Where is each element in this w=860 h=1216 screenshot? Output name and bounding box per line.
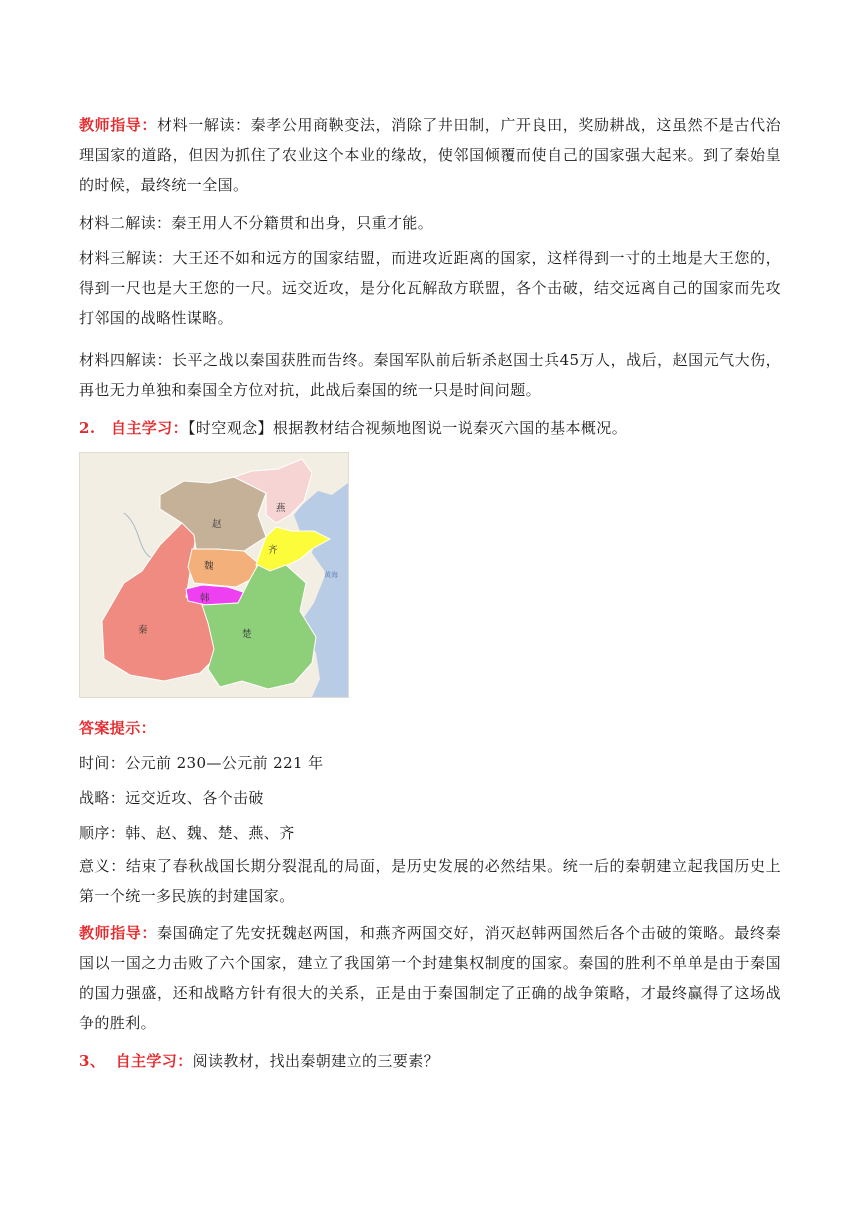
han-region [186, 585, 246, 605]
question-2 [79, 413, 781, 443]
self-study-label: 自主学习： [115, 1052, 193, 1070]
map-label-han: 韩 [200, 593, 210, 604]
map-label-sea: 黄海 [324, 571, 338, 579]
wei-region [188, 549, 258, 587]
question-number: 2. [79, 419, 96, 437]
question-3 [79, 1046, 781, 1076]
answer-strategy: 战略：远交近攻、各个击破 [79, 789, 264, 807]
answer-title-text: 答案提示： [79, 719, 157, 737]
material-4-reading: 材料四解读：长平之战以秦国获胜而告终。秦国军队前后斩杀赵国士兵45万人，战后，赵国元气大伤，再也无力单独和秦国全方位对抗，此战后秦国的统一只是时间问题。 [79, 351, 781, 399]
material-2-reading: 材料二解读：秦王用人不分籍贯和出身，只重才能。 [79, 214, 434, 232]
map-label-wei: 魏 [204, 561, 214, 572]
question-number: 3、 [79, 1052, 106, 1070]
teacher-guide-label: 教师指导： [79, 116, 158, 134]
teacher-guide-strategy [79, 918, 781, 1038]
answer-time: 时间：公元前 230—公元前 221 年 [79, 754, 324, 772]
map-label-chu: 楚 [242, 629, 252, 640]
answer-order: 顺序：韩、赵、魏、楚、燕、齐 [79, 824, 295, 842]
teacher-guide-material-1 [79, 110, 781, 200]
teacher-guide-label: 教师指导： [79, 924, 158, 942]
map-label-zhao: 赵 [212, 519, 222, 530]
paragraph-text: 秦国确定了先安抚魏赵两国，和燕齐两国交好，消灭赵韩两国然后各个击破的策略。最终秦国以一国之力击败了六个国家，建立了我国第一个封建集权制度的国家。秦国的胜利不单单是由于秦国的国力强盛，还和战略方针有很大的关系，正是由于秦国制定了正确的战争策略，才最终赢得了这场战争的胜利。 [79, 924, 781, 1032]
question-text: 【时空观念】根据教材结合视频地图说一说秦灭六国的基本概况。 [188, 419, 628, 437]
map-label-yan: 燕 [276, 503, 286, 514]
answer-meaning: 意义：结束了春秋战国长期分裂混乱的局面，是历史发展的必然结果。统一后的秦朝建立起我国历史上第一个统一多民族的封建国家。 [79, 857, 781, 905]
warring-states-map [79, 452, 349, 698]
map-label-qi: 齐 [268, 545, 278, 556]
paragraph-text: 材料一解读：秦孝公用商鞅变法，消除了井田制，广开良田，奖励耕战，这虽然不是古代治理国家的道路，但因为抓住了农业这个本业的缘故，使邻国倾覆而使自己的国家强大起来。到了秦始皇的时候，最终统一全国。 [79, 116, 781, 194]
material-3-reading: 材料三解读：大王还不如和远方的国家结盟，而进攻近距离的国家，这样得到一寸的土地是大王您的，得到一尺也是大王您的一尺。远交近攻，是分化瓦解敌方联盟，各个击破，结交远离自己的国家而先攻打邻国的战略性谋略。 [79, 249, 781, 327]
map-label-qin: 秦 [138, 625, 148, 636]
question-text: 阅读教材，找出秦朝建立的三要素？ [192, 1052, 440, 1070]
answer-title [79, 713, 781, 743]
self-study-label: 自主学习： [110, 419, 188, 437]
